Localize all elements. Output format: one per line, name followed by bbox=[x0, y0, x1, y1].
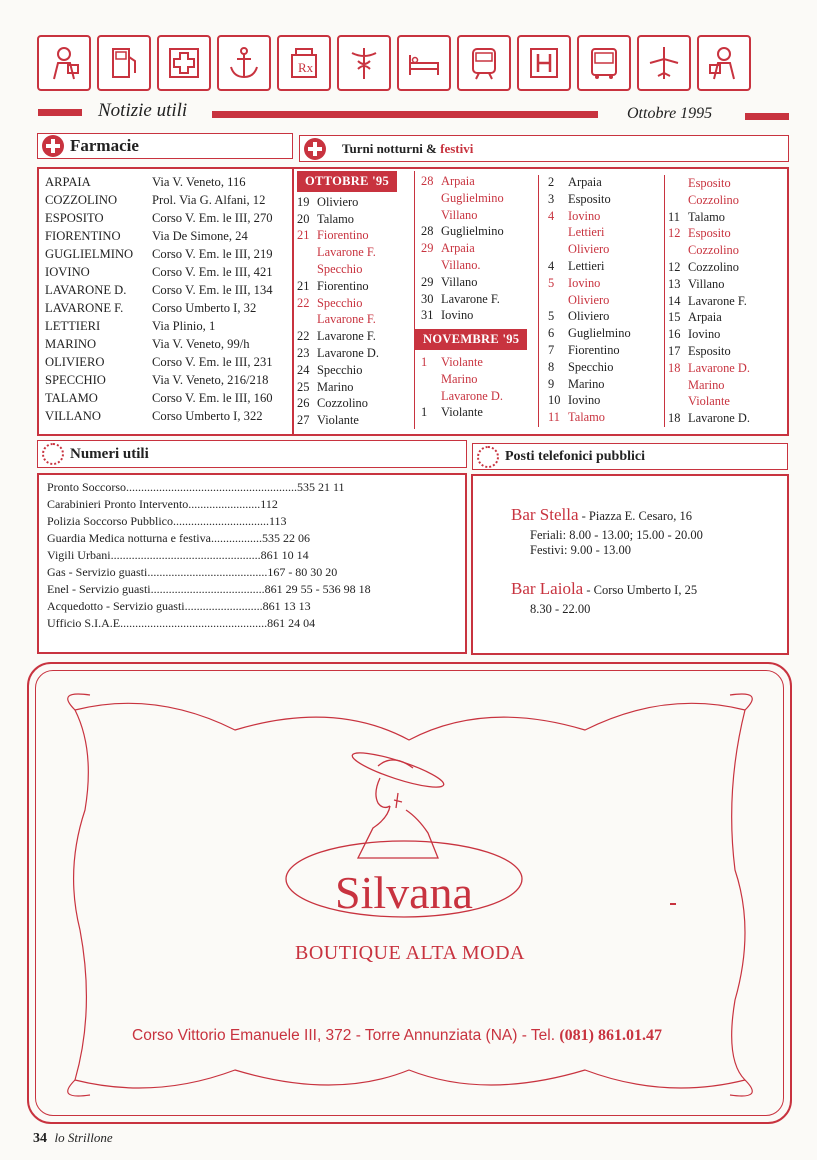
service-label: Gas - Servizio guasti bbox=[47, 565, 148, 579]
shift-entry bbox=[421, 371, 527, 388]
shift-entry bbox=[297, 345, 397, 362]
shift-entry bbox=[668, 259, 750, 276]
shift-day: 17 bbox=[668, 343, 681, 358]
shift-pharmacy: Violante bbox=[688, 394, 730, 409]
shift-entry bbox=[297, 311, 397, 328]
mascot-icon bbox=[697, 35, 751, 91]
first-aid-icon bbox=[157, 35, 211, 91]
pharmacy-address: Via V. Veneto, 99/h bbox=[152, 337, 250, 351]
bar-stella-name: Bar Stella bbox=[511, 505, 579, 524]
shift-entry bbox=[421, 190, 527, 207]
shift-pharmacy: Oliviero bbox=[317, 194, 359, 209]
pharmacy-address: Prol. Via G. Alfani, 12 bbox=[152, 193, 266, 207]
shift-pharmacy: Cozzolino bbox=[688, 192, 739, 207]
pharmacy-row bbox=[45, 371, 273, 389]
shift-day: 5 bbox=[548, 309, 555, 324]
shift-day: 6 bbox=[548, 326, 555, 341]
shift-day: 12 bbox=[668, 226, 681, 241]
shift-day: 19 bbox=[297, 194, 310, 209]
numeri-title: Numeri utili bbox=[70, 445, 149, 462]
shift-day: 12 bbox=[668, 259, 681, 274]
brand-tagline: BOUTIQUE ALTA MODA bbox=[295, 942, 525, 964]
shift-day: 14 bbox=[668, 293, 681, 308]
divider bbox=[414, 171, 415, 429]
pharmacy-row bbox=[45, 407, 273, 425]
divider bbox=[664, 175, 665, 427]
numeri-heading bbox=[37, 440, 467, 468]
pharmacy-name: COZZOLINO bbox=[45, 193, 118, 207]
farmacie-title: Farmacie bbox=[70, 136, 139, 155]
ad-address-text: Corso Vittorio Emanuele III, 372 - Torre Annunziata (NA) - Tel. bbox=[132, 1027, 556, 1044]
shift-day: 1 bbox=[421, 354, 428, 369]
shift-day: 4 bbox=[548, 258, 555, 273]
shift-entry bbox=[668, 360, 750, 377]
divider bbox=[292, 168, 294, 435]
shift-entry bbox=[548, 292, 631, 309]
shift-pharmacy: Violante bbox=[317, 413, 359, 428]
phone-number: 113 bbox=[269, 514, 287, 528]
shift-entry bbox=[668, 326, 750, 343]
shift-pharmacy: Esposito bbox=[688, 176, 731, 190]
shift-entry bbox=[668, 175, 750, 192]
pharmacy-address: Corso V. Em. le III, 160 bbox=[152, 391, 273, 405]
shift-pharmacy: Villano bbox=[441, 274, 478, 289]
shift-entry bbox=[668, 192, 750, 209]
shift-entry bbox=[548, 409, 631, 426]
magazine-name: lo Strillone bbox=[54, 1130, 113, 1145]
ad-phone: (081) 861.01.47 bbox=[559, 1027, 662, 1044]
pharmacy-row bbox=[45, 209, 273, 227]
shift-day: 11 bbox=[548, 410, 560, 425]
shift-pharmacy: Cozzolino bbox=[688, 259, 739, 274]
shift-pharmacy: Violante bbox=[441, 354, 483, 369]
shift-entry bbox=[668, 293, 750, 310]
phone-number: 112 bbox=[260, 497, 278, 511]
page-number: 34 bbox=[33, 1131, 47, 1146]
phone-dial-icon bbox=[477, 446, 499, 468]
icon-bar bbox=[37, 35, 789, 95]
caduceus-icon bbox=[337, 35, 391, 91]
pharmacy-row bbox=[45, 263, 273, 281]
phone-number-row bbox=[47, 547, 371, 564]
pharmacy-row bbox=[45, 173, 273, 191]
shift-entry bbox=[668, 309, 750, 326]
shift-pharmacy: Arpaia bbox=[441, 241, 475, 256]
shift-entry bbox=[421, 257, 527, 274]
shift-pharmacy: Lettieri bbox=[568, 225, 605, 240]
shift-pharmacy: Talamo bbox=[688, 209, 725, 224]
shift-pharmacy: Guglielmino bbox=[568, 326, 631, 341]
month-badge-november: NOVEMBRE '95 bbox=[415, 329, 527, 350]
calendar-col-1 bbox=[297, 171, 397, 429]
shift-pharmacy: Marino bbox=[568, 376, 605, 391]
airplane-icon bbox=[637, 35, 691, 91]
shift-entry bbox=[297, 261, 397, 278]
shift-entry bbox=[548, 258, 631, 275]
shift-day: 16 bbox=[668, 327, 681, 342]
ad-address bbox=[132, 1027, 662, 1045]
service-label: Ufficio S.I.A.E. bbox=[47, 616, 124, 630]
shift-day: 29 bbox=[421, 274, 434, 289]
shift-pharmacy: Lavarone F. bbox=[441, 291, 500, 306]
shift-day: 11 bbox=[668, 209, 680, 224]
red-cross-icon bbox=[304, 138, 326, 160]
shift-pharmacy: Arpaia bbox=[441, 174, 475, 188]
pharmacy-name: LETTIERI bbox=[45, 319, 101, 333]
shift-pharmacy: Oliviero bbox=[568, 309, 610, 324]
phone-number-row bbox=[47, 496, 371, 513]
header-rule-mid bbox=[212, 111, 598, 118]
header-rule-right bbox=[745, 113, 789, 120]
shift-day: 29 bbox=[421, 241, 434, 256]
shift-entry bbox=[421, 274, 527, 291]
pharmacy-name: MARINO bbox=[45, 337, 97, 351]
shift-entry bbox=[668, 242, 750, 259]
shift-day: 1 bbox=[421, 405, 428, 420]
shift-pharmacy: Lavarone D. bbox=[317, 345, 379, 360]
shift-day: 27 bbox=[297, 413, 310, 428]
dot-leader: .................................................. bbox=[110, 548, 261, 562]
shift-day: 15 bbox=[668, 310, 681, 325]
shift-entry bbox=[548, 392, 631, 409]
shift-entry bbox=[297, 211, 397, 228]
shift-day: 21 bbox=[297, 278, 310, 293]
shift-entry bbox=[297, 244, 397, 261]
shift-pharmacy: Arpaia bbox=[688, 310, 722, 325]
service-label: Carabinieri Pronto Intervento bbox=[47, 497, 189, 511]
shift-pharmacy: Lavarone D. bbox=[441, 388, 503, 403]
svg-text:Rx: Rx bbox=[298, 60, 314, 75]
dot-leader: ...................................... bbox=[150, 582, 265, 596]
shift-entry bbox=[548, 208, 631, 225]
shift-pharmacy: Specchio bbox=[317, 295, 363, 310]
pharmacy-address: Via V. Veneto, 216/218 bbox=[152, 373, 269, 387]
phone-number-row bbox=[47, 615, 371, 632]
pharmacy-name: FIORENTINO bbox=[45, 229, 121, 243]
bar-laiola-address: - Corso Umberto I, 25 bbox=[586, 583, 698, 597]
shift-entry bbox=[297, 227, 397, 244]
shift-day: 25 bbox=[297, 379, 310, 394]
pharmacy-name: OLIVIERO bbox=[45, 355, 105, 369]
shift-day: 13 bbox=[668, 276, 681, 291]
shift-entry bbox=[421, 404, 527, 421]
header-rule-left bbox=[38, 109, 82, 116]
pharmacy-address: Corso V. Em. le III, 231 bbox=[152, 355, 273, 369]
pharmacy-address: Corso V. Em. le III, 421 bbox=[152, 265, 273, 279]
shift-entry bbox=[548, 308, 631, 325]
pharmacy-name: ARPAIA bbox=[45, 175, 91, 189]
shift-entry bbox=[297, 278, 397, 295]
shift-entry bbox=[421, 207, 527, 224]
shift-entry bbox=[297, 328, 397, 345]
shift-day: 30 bbox=[421, 291, 434, 306]
shift-entry bbox=[668, 410, 750, 427]
shift-day: 10 bbox=[548, 393, 561, 408]
shift-day: 18 bbox=[668, 411, 681, 426]
pharmacy-name: ESPOSITO bbox=[45, 211, 104, 225]
divider bbox=[538, 175, 539, 427]
shift-day: 26 bbox=[297, 396, 310, 411]
pharmacy-row bbox=[45, 299, 273, 317]
dot-leader: ........................ bbox=[188, 497, 261, 511]
phone-number: 535 22 06 bbox=[261, 531, 310, 545]
shift-pharmacy: Arpaia bbox=[568, 175, 602, 189]
phone-dial-icon bbox=[42, 443, 64, 465]
pharmacy-address: Via Plinio, 1 bbox=[152, 319, 216, 333]
pharmacy-row bbox=[45, 281, 273, 299]
shift-pharmacy: Specchio bbox=[317, 261, 363, 276]
red-cross-icon bbox=[42, 135, 64, 157]
turni-title: Turni notturni & festivi bbox=[342, 140, 474, 156]
shift-pharmacy: Specchio bbox=[317, 362, 363, 377]
shift-pharmacy: Talamo bbox=[317, 211, 354, 226]
shift-entry bbox=[297, 395, 397, 412]
bus-icon bbox=[577, 35, 631, 91]
bar-laiola-hours: 8.30 - 22.00 bbox=[530, 602, 591, 616]
shift-pharmacy: Lavarone F. bbox=[317, 312, 376, 327]
shift-pharmacy: Fiorentino bbox=[317, 278, 369, 293]
phone-number-row bbox=[47, 479, 371, 496]
shift-day: 2 bbox=[548, 175, 555, 189]
bar-stella bbox=[511, 505, 703, 558]
shift-day: 4 bbox=[548, 208, 555, 223]
dot-leader: ................................................ bbox=[123, 616, 268, 630]
bar-stella-address: - Piazza E. Cesaro, 16 bbox=[581, 509, 693, 523]
pharmacy-name: GUGLIELMINO bbox=[45, 247, 134, 261]
shift-entry bbox=[548, 359, 631, 376]
service-label: Acquedotto - Servizio guasti bbox=[47, 599, 185, 613]
shift-entry bbox=[548, 191, 631, 208]
shift-day: 8 bbox=[548, 359, 555, 374]
shift-pharmacy: Iovino bbox=[568, 393, 601, 408]
shift-day: 18 bbox=[668, 360, 681, 375]
pharmacy-name: LAVARONE D. bbox=[45, 283, 127, 297]
pharmacy-address: Corso Umberto I, 32 bbox=[152, 301, 257, 315]
pharmacy-address: Corso V. Em. le III, 270 bbox=[152, 211, 273, 225]
phone-number-row bbox=[47, 513, 371, 530]
shift-pharmacy: Lavarone F. bbox=[317, 329, 376, 344]
dot-leader: .......................... bbox=[184, 599, 263, 613]
shift-pharmacy: Marino bbox=[441, 371, 478, 386]
service-label: Vigili Urbani bbox=[47, 548, 111, 562]
bed-icon bbox=[397, 35, 451, 91]
shift-pharmacy: Talamo bbox=[568, 410, 605, 425]
shift-entry bbox=[421, 173, 527, 190]
shift-pharmacy: Cozzolino bbox=[688, 243, 739, 258]
shift-day: 31 bbox=[421, 308, 434, 323]
pharmacy-address: Via V. Veneto, 116 bbox=[152, 175, 246, 189]
shift-pharmacy: Lavarone D. bbox=[688, 360, 750, 375]
fuel-pump-icon bbox=[97, 35, 151, 91]
calendar-col-2 bbox=[421, 173, 527, 421]
shift-day: 20 bbox=[297, 211, 310, 226]
shift-day: 28 bbox=[421, 224, 434, 239]
footer bbox=[33, 1130, 113, 1147]
shift-day: 9 bbox=[548, 376, 555, 391]
shift-day: 7 bbox=[548, 342, 555, 357]
decorative-dash bbox=[670, 903, 676, 905]
numbers-list bbox=[47, 479, 371, 632]
shift-pharmacy: Esposito bbox=[688, 226, 731, 241]
month-badge-october: OTTOBRE '95 bbox=[297, 171, 397, 192]
pharmacy-name: IOVINO bbox=[45, 265, 90, 279]
hospital-icon bbox=[517, 35, 571, 91]
shift-pharmacy: Fiorentino bbox=[568, 342, 620, 357]
shift-pharmacy: Villano bbox=[688, 276, 725, 291]
phone-number: 535 21 11 bbox=[297, 480, 345, 494]
shift-entry bbox=[668, 377, 750, 394]
shift-pharmacy: Lettieri bbox=[568, 258, 605, 273]
shift-pharmacy: Esposito bbox=[688, 343, 731, 358]
service-label: Polizia Soccorso Pubblico bbox=[47, 514, 173, 528]
shift-entry bbox=[548, 241, 631, 258]
pharmacy-name: VILLANO bbox=[45, 409, 101, 423]
shift-pharmacy: Oliviero bbox=[568, 242, 610, 257]
shift-entry bbox=[421, 223, 527, 240]
shift-pharmacy: Cozzolino bbox=[317, 396, 368, 411]
pharmacy-row bbox=[45, 389, 273, 407]
shift-pharmacy: Violante bbox=[441, 405, 483, 420]
shift-entry bbox=[297, 194, 397, 211]
shift-pharmacy: Iovino bbox=[568, 275, 601, 290]
anchor-icon bbox=[217, 35, 271, 91]
shift-entry bbox=[297, 379, 397, 396]
pharmacy-address: Corso Umberto I, 322 bbox=[152, 409, 263, 423]
shift-pharmacy: Specchio bbox=[568, 359, 614, 374]
issue-date: Ottobre 1995 bbox=[627, 105, 713, 122]
pharmacy-address: Corso V. Em. le III, 134 bbox=[152, 283, 273, 297]
pharmacy-address: Via De Simone, 24 bbox=[152, 229, 248, 243]
bar-laiola bbox=[511, 579, 697, 617]
phone-number-row bbox=[47, 598, 371, 615]
shift-entry bbox=[421, 291, 527, 308]
dot-leader: ................. bbox=[210, 531, 262, 545]
shift-entry bbox=[548, 325, 631, 342]
shift-pharmacy: Guglielmino bbox=[441, 190, 504, 205]
shift-pharmacy: Iovino bbox=[688, 327, 721, 342]
shift-day: 22 bbox=[297, 329, 310, 344]
pharmacy-row bbox=[45, 317, 273, 335]
phone-number: 861 29 55 - 536 98 18 bbox=[264, 582, 371, 596]
shift-entry bbox=[297, 412, 397, 429]
shift-day: 22 bbox=[297, 295, 310, 310]
pharmacy-row bbox=[45, 353, 273, 371]
shift-pharmacy: Fiorentino bbox=[317, 228, 369, 243]
dot-leader: ......................................................... bbox=[126, 480, 297, 494]
shift-pharmacy: Oliviero bbox=[568, 292, 610, 307]
brand-name: Silvana bbox=[335, 867, 473, 918]
shift-pharmacy: Marino bbox=[688, 377, 725, 392]
shift-entry bbox=[668, 343, 750, 360]
pharmacy-row bbox=[45, 227, 273, 245]
pharmacy-name: SPECCHIO bbox=[45, 373, 106, 387]
pharmacy-name: TALAMO bbox=[45, 391, 98, 405]
service-label: Pronto Soccorso bbox=[47, 480, 126, 494]
farmacie-heading bbox=[37, 133, 293, 159]
shift-day: 21 bbox=[297, 228, 310, 243]
bar-laiola-name: Bar Laiola bbox=[511, 579, 584, 598]
shift-pharmacy: Iovino bbox=[441, 308, 474, 323]
dot-leader: ................................ bbox=[173, 514, 269, 528]
shift-day: 3 bbox=[548, 191, 555, 206]
shift-entry bbox=[668, 393, 750, 410]
section-title: Notizie utili bbox=[98, 100, 188, 121]
pharmacy-row bbox=[45, 245, 273, 263]
shift-entry bbox=[421, 354, 527, 371]
shift-entry bbox=[421, 388, 527, 405]
shift-pharmacy: Esposito bbox=[568, 191, 611, 206]
shift-entry bbox=[668, 276, 750, 293]
shift-day: 24 bbox=[297, 362, 310, 377]
posti-title: Posti telefonici pubblici bbox=[505, 448, 645, 464]
shift-pharmacy: Guglielmino bbox=[441, 224, 504, 239]
shift-pharmacy: Marino bbox=[317, 379, 354, 394]
shift-entry bbox=[548, 376, 631, 393]
shift-entry bbox=[548, 174, 631, 191]
pharmacy-row bbox=[45, 191, 273, 209]
shift-entry bbox=[668, 209, 750, 226]
pharmacy-address: Corso V. Em. le III, 219 bbox=[152, 247, 273, 261]
shift-day: 5 bbox=[548, 275, 555, 290]
shift-day: 23 bbox=[297, 345, 310, 360]
phone-number-row bbox=[47, 530, 371, 547]
shift-pharmacy: Lavarone F. bbox=[688, 293, 747, 308]
phone-number: 861 13 13 bbox=[262, 599, 311, 613]
shift-entry bbox=[421, 307, 527, 324]
posti-box bbox=[471, 474, 789, 655]
shift-pharmacy: Lavarone F. bbox=[317, 245, 376, 260]
train-icon bbox=[457, 35, 511, 91]
bar-stella-festivi: Festivi: 9.00 - 13.00 bbox=[530, 543, 632, 557]
phone-number: 861 24 04 bbox=[267, 616, 316, 630]
service-label: Guardia Medica notturna e festiva bbox=[47, 531, 211, 545]
phone-number-row bbox=[47, 581, 371, 598]
pharmacy-icon bbox=[277, 35, 331, 91]
bar-stella-feriali: Feriali: 8.00 - 13.00; 15.00 - 20.00 bbox=[530, 528, 703, 542]
shift-entry bbox=[548, 224, 631, 241]
shift-pharmacy: Villano. bbox=[441, 257, 481, 272]
shift-entry bbox=[297, 362, 397, 379]
shift-pharmacy: Lavarone D. bbox=[688, 411, 750, 426]
shift-entry bbox=[421, 240, 527, 257]
shift-entry bbox=[668, 225, 750, 242]
turni-heading bbox=[299, 135, 789, 162]
shift-pharmacy: Iovino bbox=[568, 208, 601, 223]
calendar-col-3 bbox=[548, 174, 631, 426]
dot-leader: ........................................ bbox=[147, 565, 268, 579]
pharmacy-name: LAVARONE F. bbox=[45, 301, 124, 315]
shift-day: 28 bbox=[421, 174, 434, 188]
pharmacy-row bbox=[45, 335, 273, 353]
shift-entry bbox=[548, 275, 631, 292]
mascot-icon bbox=[37, 35, 91, 91]
posti-heading bbox=[472, 443, 788, 470]
pharmacy-list bbox=[45, 173, 273, 425]
shift-pharmacy: Villano bbox=[441, 207, 478, 222]
phone-number: 861 10 14 bbox=[260, 548, 309, 562]
service-label: Enel - Servizio guasti bbox=[47, 582, 151, 596]
calendar-col-4 bbox=[668, 175, 750, 427]
shift-entry bbox=[548, 342, 631, 359]
phone-number: 167 - 80 30 20 bbox=[267, 565, 338, 579]
phone-number-row bbox=[47, 564, 371, 581]
shift-entry bbox=[297, 295, 397, 312]
